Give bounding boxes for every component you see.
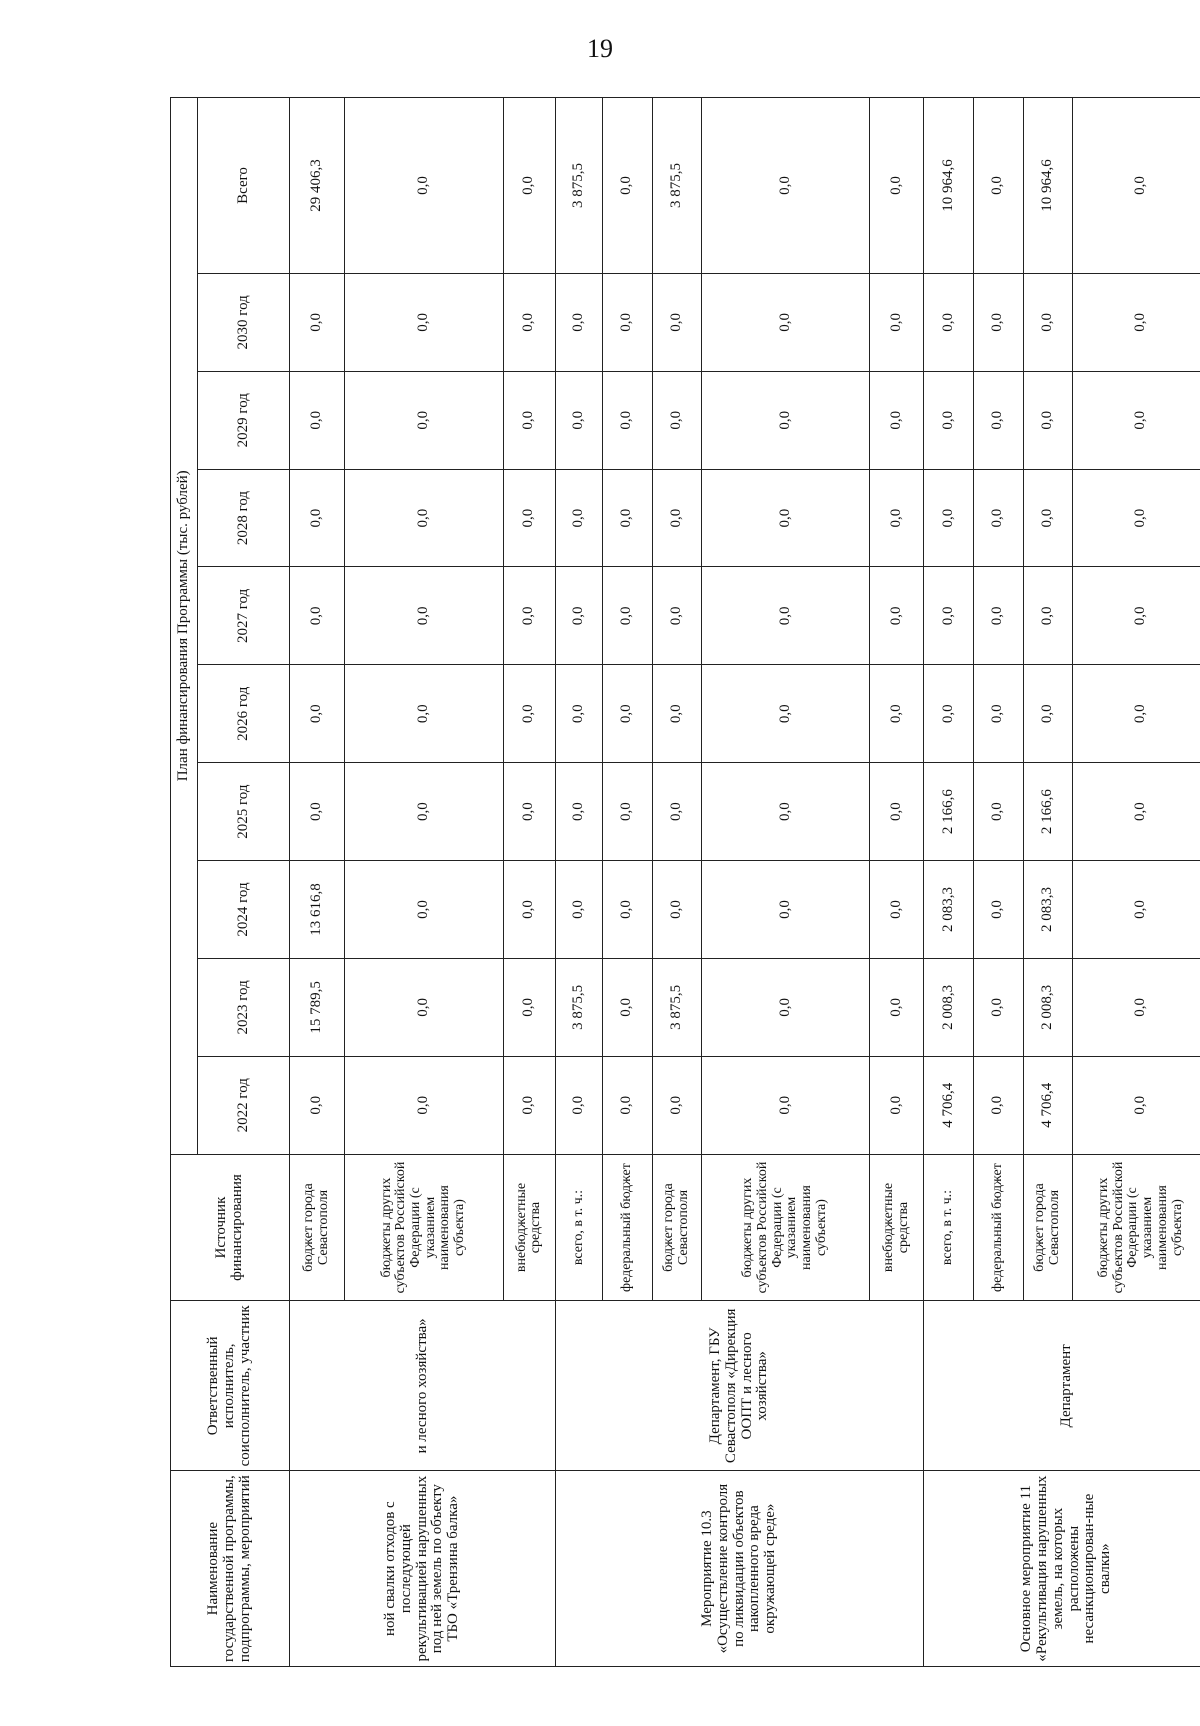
total-value: 29 406,3 <box>290 98 345 274</box>
year-value: 0,0 <box>974 1056 1024 1154</box>
year-value: 0,0 <box>555 1056 602 1154</box>
year-value: 0,0 <box>555 665 602 763</box>
year-value: 0,0 <box>1023 567 1073 665</box>
year-value: 0,0 <box>702 861 870 959</box>
year-value: 0,0 <box>974 371 1024 469</box>
activity-name: Основное мероприятие 11 «Рекультивация нарушенных земель, на которых расположены несанкционирован-ные свалки» <box>924 1471 1200 1667</box>
total-value: 3 875,5 <box>555 98 602 274</box>
year-value: 0,0 <box>1023 665 1073 763</box>
year-value: 0,0 <box>602 763 652 861</box>
table-row <box>290 98 345 1667</box>
year-value: 0,0 <box>344 763 503 861</box>
header-row-top <box>171 98 198 1667</box>
year-value: 0,0 <box>555 763 602 861</box>
year-value: 0,0 <box>602 958 652 1056</box>
year-value: 0,0 <box>924 665 974 763</box>
year-value: 0,0 <box>503 567 555 665</box>
year-value: 0,0 <box>702 665 870 763</box>
year-value: 15 789,5 <box>290 958 345 1056</box>
total-value: 0,0 <box>974 98 1024 274</box>
table-body <box>171 98 1200 1667</box>
rotated-table-page <box>170 97 1200 1667</box>
responsible-executor: Департамент <box>924 1301 1200 1471</box>
header-year: 2027 год <box>198 567 290 665</box>
year-value: 2 083,3 <box>1023 861 1073 959</box>
total-value: 0,0 <box>869 98 924 274</box>
year-value: 0,0 <box>974 567 1024 665</box>
year-value: 0,0 <box>974 273 1024 371</box>
year-value: 0,0 <box>1073 861 1200 959</box>
year-value: 0,0 <box>344 1056 503 1154</box>
year-value: 0,0 <box>1073 958 1200 1056</box>
header-year: 2029 год <box>198 371 290 469</box>
year-value: 0,0 <box>702 1056 870 1154</box>
year-value: 0,0 <box>652 567 702 665</box>
page-number: 19 <box>587 34 613 63</box>
year-value: 0,0 <box>290 665 345 763</box>
year-value: 0,0 <box>602 861 652 959</box>
year-value: 0,0 <box>924 567 974 665</box>
year-value: 0,0 <box>702 763 870 861</box>
year-value: 0,0 <box>290 1056 345 1154</box>
funding-source: бюджет города Севастополя <box>652 1154 702 1301</box>
year-value: 0,0 <box>974 958 1024 1056</box>
year-value: 4 706,4 <box>1023 1056 1073 1154</box>
year-value: 0,0 <box>290 469 345 567</box>
year-value: 0,0 <box>555 273 602 371</box>
year-value: 0,0 <box>974 469 1024 567</box>
header-year: 2022 год <box>198 1056 290 1154</box>
year-value: 0,0 <box>869 273 924 371</box>
year-value: 0,0 <box>344 469 503 567</box>
year-value: 0,0 <box>344 273 503 371</box>
year-value: 0,0 <box>1073 273 1200 371</box>
year-value: 0,0 <box>652 469 702 567</box>
header-year: 2024 год <box>198 861 290 959</box>
year-value: 0,0 <box>702 469 870 567</box>
year-value: 0,0 <box>602 371 652 469</box>
year-value: 0,0 <box>1073 469 1200 567</box>
year-value: 0,0 <box>869 763 924 861</box>
year-value: 0,0 <box>503 763 555 861</box>
year-value: 0,0 <box>344 958 503 1056</box>
year-value: 2 008,3 <box>924 958 974 1056</box>
total-value: 10 964,6 <box>1023 98 1073 274</box>
header-responsible: Ответственный исполнитель, соисполнитель, участник <box>171 1301 290 1471</box>
funding-source: бюджеты других субъектов Российской Федерации (с указанием наименования субъекта) <box>1073 1154 1200 1301</box>
activity-name: ной свалки отходов с последующей рекультивацией нарушенных под ней земель по объекту ТБО «Трензина балка» <box>290 1471 556 1667</box>
year-value: 0,0 <box>555 469 602 567</box>
year-value: 0,0 <box>602 273 652 371</box>
year-value: 4 706,4 <box>924 1056 974 1154</box>
funding-source: внебюджетные средства <box>869 1154 924 1301</box>
year-value: 0,0 <box>555 371 602 469</box>
responsible-executor: и лесного хозяйства» <box>290 1301 556 1471</box>
year-value: 0,0 <box>974 861 1024 959</box>
total-value: 0,0 <box>344 98 503 274</box>
year-value: 0,0 <box>869 1056 924 1154</box>
year-value: 0,0 <box>602 469 652 567</box>
funding-source: федеральный бюджет <box>602 1154 652 1301</box>
year-value: 0,0 <box>652 273 702 371</box>
header-source: Источник финансирования <box>171 1154 290 1301</box>
year-value: 0,0 <box>652 861 702 959</box>
year-value: 0,0 <box>503 958 555 1056</box>
year-value: 0,0 <box>702 273 870 371</box>
year-value: 0,0 <box>290 371 345 469</box>
year-value: 0,0 <box>869 665 924 763</box>
table-row <box>924 98 974 1667</box>
year-value: 0,0 <box>503 371 555 469</box>
year-value: 0,0 <box>503 273 555 371</box>
funding-source: бюджеты других субъектов Российской Федерации (с указанием наименования субъекта) <box>702 1154 870 1301</box>
responsible-executor: Департамент, ГБУ Севастополя «Дирекция ООПТ и лесного хозяйства» <box>555 1301 924 1471</box>
year-value: 0,0 <box>702 958 870 1056</box>
year-value: 2 166,6 <box>1023 763 1073 861</box>
year-value: 0,0 <box>602 567 652 665</box>
header-plan: План финансирования Программы (тыс. рублей) <box>171 98 198 1155</box>
year-value: 0,0 <box>869 371 924 469</box>
table-row <box>555 98 602 1667</box>
funding-source: всего, в т. ч.: <box>924 1154 974 1301</box>
year-value: 0,0 <box>1073 567 1200 665</box>
year-value: 0,0 <box>924 469 974 567</box>
total-value: 0,0 <box>503 98 555 274</box>
year-value: 0,0 <box>924 273 974 371</box>
header-year: 2030 год <box>198 273 290 371</box>
year-value: 0,0 <box>1023 371 1073 469</box>
year-value: 0,0 <box>503 1056 555 1154</box>
year-value: 0,0 <box>503 861 555 959</box>
header-year: 2025 год <box>198 763 290 861</box>
year-value: 0,0 <box>290 763 345 861</box>
year-value: 0,0 <box>869 469 924 567</box>
financing-table <box>170 97 1200 1667</box>
year-value: 2 083,3 <box>924 861 974 959</box>
year-value: 0,0 <box>602 1056 652 1154</box>
header-name: Наименование государственной программы, подпрограммы, мероприятий <box>171 1471 290 1667</box>
year-value: 0,0 <box>869 958 924 1056</box>
year-value: 0,0 <box>290 567 345 665</box>
year-value: 0,0 <box>344 567 503 665</box>
year-value: 0,0 <box>869 567 924 665</box>
total-value: 0,0 <box>1073 98 1200 274</box>
year-value: 0,0 <box>1073 1056 1200 1154</box>
year-value: 0,0 <box>503 469 555 567</box>
year-value: 0,0 <box>602 665 652 763</box>
year-value: 0,0 <box>702 567 870 665</box>
funding-source: внебюджетные средства <box>503 1154 555 1301</box>
year-value: 0,0 <box>344 861 503 959</box>
year-value: 0,0 <box>1073 371 1200 469</box>
year-value: 0,0 <box>974 763 1024 861</box>
year-value: 0,0 <box>1023 273 1073 371</box>
year-value: 2 166,6 <box>924 763 974 861</box>
total-value: 0,0 <box>602 98 652 274</box>
year-value: 0,0 <box>503 665 555 763</box>
year-value: 0,0 <box>1073 763 1200 861</box>
year-value: 3 875,5 <box>652 958 702 1056</box>
activity-name: Мероприятие 10.3 «Осуществление контроля по ликвидации объектов накопленного вреда окружающей среде» <box>555 1471 924 1667</box>
year-value: 0,0 <box>869 861 924 959</box>
funding-source: бюджеты других субъектов Российской Федерации (с указанием наименования субъекта) <box>344 1154 503 1301</box>
year-value: 0,0 <box>652 1056 702 1154</box>
funding-source: бюджет города Севастополя <box>1023 1154 1073 1301</box>
total-value: 0,0 <box>702 98 870 274</box>
header-total: Всего <box>198 98 290 274</box>
year-value: 13 616,8 <box>290 861 345 959</box>
header-year: 2028 год <box>198 469 290 567</box>
funding-source: всего, в т. ч.: <box>555 1154 602 1301</box>
year-value: 0,0 <box>652 763 702 861</box>
year-value: 0,0 <box>702 371 870 469</box>
year-value: 0,0 <box>652 371 702 469</box>
year-value: 0,0 <box>555 567 602 665</box>
year-value: 0,0 <box>344 371 503 469</box>
year-value: 0,0 <box>924 371 974 469</box>
year-value: 0,0 <box>290 273 345 371</box>
header-year: 2026 год <box>198 665 290 763</box>
total-value: 10 964,6 <box>924 98 974 274</box>
year-value: 0,0 <box>652 665 702 763</box>
funding-source: федеральный бюджет <box>974 1154 1024 1301</box>
year-value: 0,0 <box>344 665 503 763</box>
year-value: 0,0 <box>555 861 602 959</box>
funding-source: бюджет города Севастополя <box>290 1154 345 1301</box>
year-value: 2 008,3 <box>1023 958 1073 1056</box>
year-value: 0,0 <box>974 665 1024 763</box>
year-value: 3 875,5 <box>555 958 602 1056</box>
total-value: 3 875,5 <box>652 98 702 274</box>
header-year: 2023 год <box>198 958 290 1056</box>
year-value: 0,0 <box>1023 469 1073 567</box>
year-value: 0,0 <box>1073 665 1200 763</box>
